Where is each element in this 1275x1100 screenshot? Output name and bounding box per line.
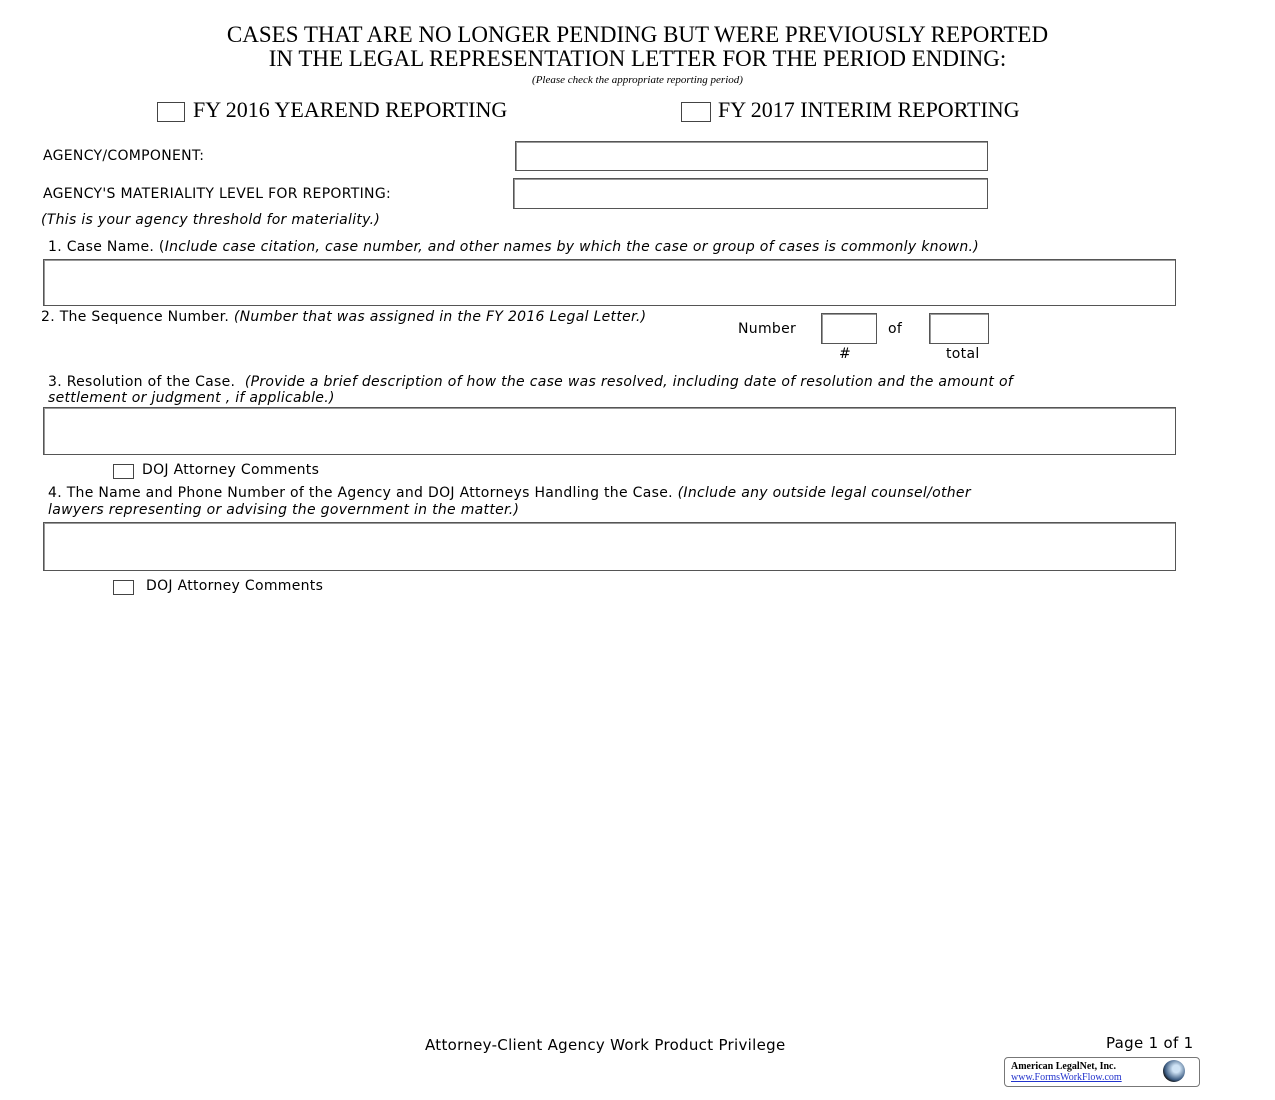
title-line-2: IN THE LEGAL REPRESENTATION LETTER FOR THE PERIOD ENDING: xyxy=(268,46,1007,71)
doj-comments-checkbox-1[interactable] xyxy=(113,464,134,479)
materiality-note: (This is your agency threshold for materiality.) xyxy=(41,212,381,228)
fy2016-label: FY 2016 YEAREND REPORTING xyxy=(193,97,508,122)
q1-note: Include case citation, case number, and other names by which the case or group of cases is commonly known.) xyxy=(164,239,980,255)
globe-icon xyxy=(1163,1060,1185,1082)
doj-comments-label-1: DOJ Attorney Comments xyxy=(142,462,320,478)
agency-input[interactable] xyxy=(515,141,988,171)
title-line-1: CASES THAT ARE NO LONGER PENDING BUT WERE PREVIOUSLY REPORTED xyxy=(226,22,1049,47)
fy2017-label: FY 2017 INTERIM REPORTING xyxy=(718,97,1020,122)
q1-label: 1. Case Name. ( xyxy=(48,239,165,255)
q2-label: 2. The Sequence Number. xyxy=(41,309,230,325)
page-number: Page 1 of 1 xyxy=(1106,1034,1194,1052)
q2-heading xyxy=(41,309,646,325)
q4-note: (Include any outside legal counsel/other xyxy=(677,485,971,501)
total-label: total xyxy=(946,346,980,362)
sequence-total-input[interactable] xyxy=(929,313,989,344)
agency-label: AGENCY/COMPONENT: xyxy=(43,148,205,164)
q2-note: (Number that was assigned in the FY 2016 Legal Letter.) xyxy=(233,309,647,325)
q3-note: (Provide a brief description of how the case was resolved, including date of resolution and the amount of xyxy=(244,374,1014,390)
sequence-number-input[interactable] xyxy=(821,313,877,344)
hash-label: # xyxy=(839,346,852,362)
doj-comments-label-2: DOJ Attorney Comments xyxy=(146,578,324,594)
instruction: (Please check the appropriate reporting period) xyxy=(532,74,743,86)
materiality-label: AGENCY'S MATERIALITY LEVEL FOR REPORTING: xyxy=(43,186,391,202)
q3-label: 3. Resolution of the Case. xyxy=(48,374,236,390)
number-label: Number xyxy=(738,321,797,337)
q4-heading xyxy=(48,485,971,501)
logo-badge[interactable] xyxy=(1004,1057,1200,1087)
q4-label: 4. The Name and Phone Number of the Agency and DOJ Attorneys Handling the Case. xyxy=(48,485,673,501)
logo-name: American LegalNet, Inc. xyxy=(1011,1061,1116,1072)
of-label: of xyxy=(888,321,903,337)
fy2016-checkbox[interactable] xyxy=(157,102,185,122)
q4-note-2: lawyers representing or advising the government in the matter.) xyxy=(48,502,520,518)
logo-url[interactable]: www.FormsWorkFlow.com xyxy=(1011,1072,1122,1083)
q3-heading xyxy=(48,374,1013,390)
q3-note-2: settlement or judgment , if applicable.) xyxy=(48,390,335,406)
attorneys-input[interactable] xyxy=(43,522,1176,571)
privilege-footer: Attorney-Client Agency Work Product Privilege xyxy=(425,1036,786,1054)
resolution-input[interactable] xyxy=(43,407,1176,455)
fy2017-checkbox[interactable] xyxy=(681,102,711,122)
materiality-input[interactable] xyxy=(513,178,988,209)
case-name-input[interactable] xyxy=(43,259,1176,306)
doj-comments-checkbox-2[interactable] xyxy=(113,580,134,595)
q1-heading xyxy=(48,239,979,255)
